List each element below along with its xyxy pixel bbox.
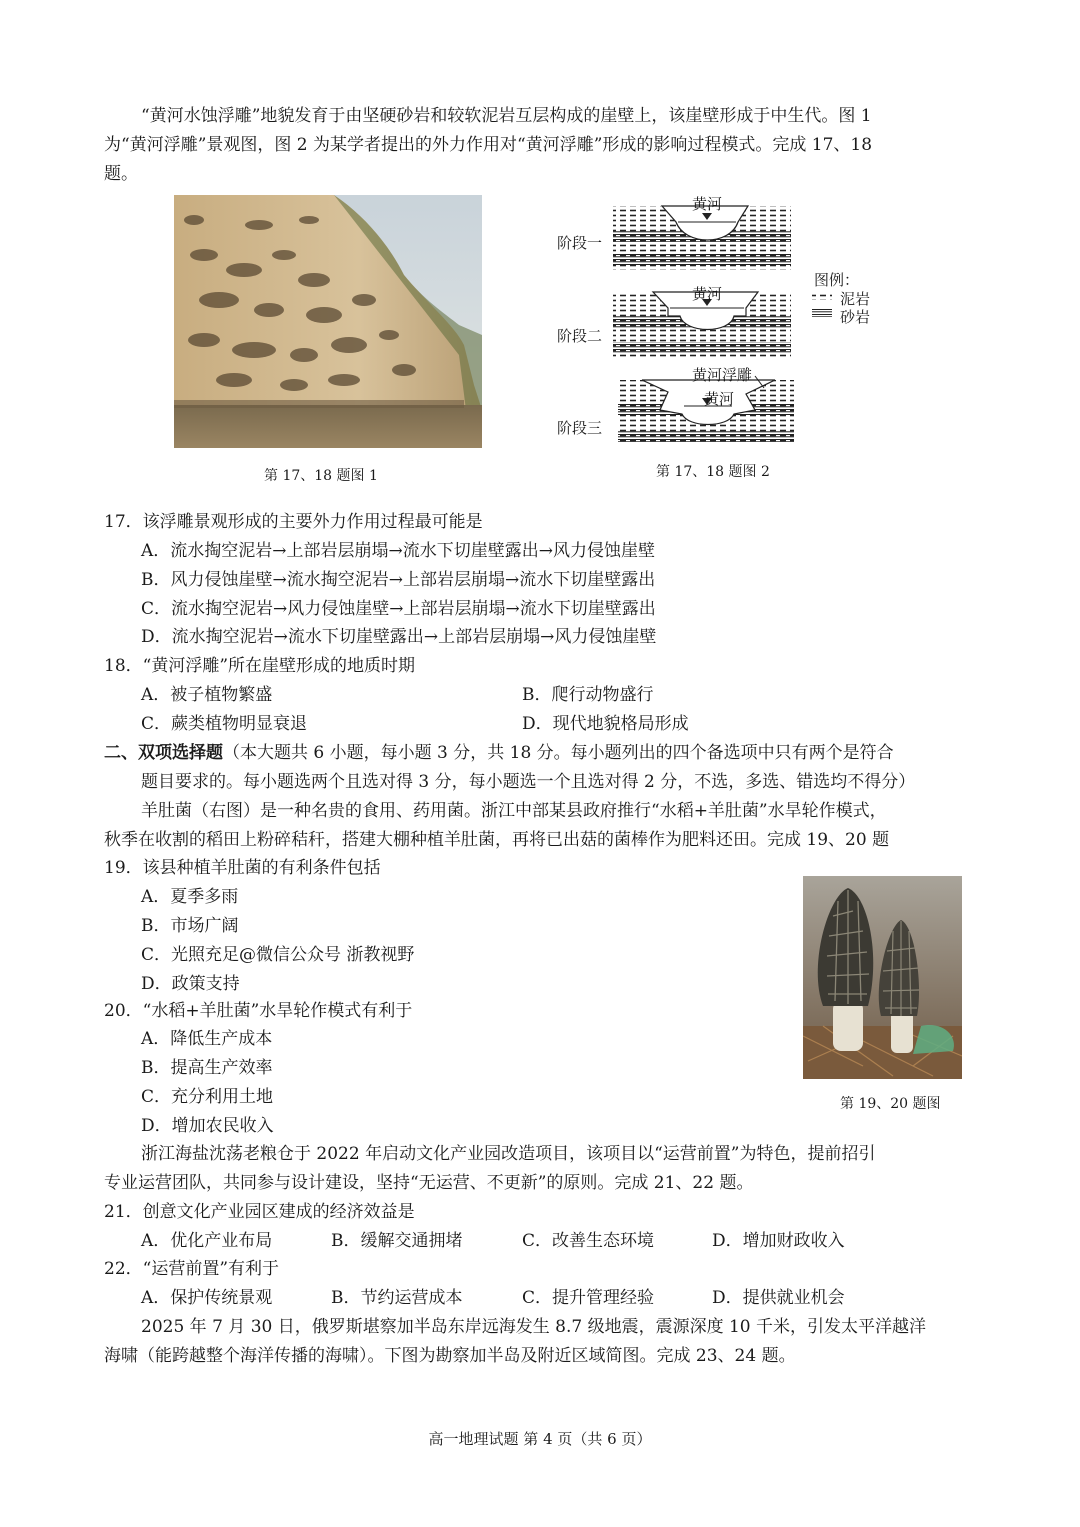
intro3-line2: 专业运营团队，共同参与设计建设，坚持“无运营、不更新”的原则。完成 21、22 题。 bbox=[104, 1173, 754, 1193]
q22-option-c: C．提升管理经验 bbox=[522, 1288, 655, 1308]
q19-option-a: A．夏季多雨 bbox=[141, 887, 239, 907]
intro4-line2: 海啸（能跨越整个海洋传播的海啸）。下图为勘察加半岛及附近区域简图。完成 23、24 题。 bbox=[104, 1346, 796, 1366]
stage3-label: 阶段三 bbox=[557, 419, 603, 437]
intro2-line2: 秋季在收割的稻田上粉碎秸秆，搭建大棚种植羊肚菌，再将已出菇的菌棒作为肥料还田。完成 19、20 题 bbox=[104, 830, 890, 850]
q17-option-a: A．流水掏空泥岩→上部岩层崩塌→流水下切崖壁露出→风力侵蚀崖壁 bbox=[141, 541, 656, 561]
page-footer: 高一地理试题 第 4 页（共 6 页） bbox=[428, 1430, 652, 1448]
stage2-label: 阶段二 bbox=[557, 327, 603, 345]
q18-stem: 18．“黄河浮雕”所在崖壁形成的地质时期 bbox=[104, 656, 416, 676]
q21-stem: 21．创意文化产业园区建成的经济效益是 bbox=[104, 1202, 415, 1222]
relief-label: 黄河浮雕 bbox=[692, 366, 753, 384]
q22-option-b: B．节约运营成本 bbox=[331, 1288, 463, 1308]
q18-option-c: C．蕨类植物明显衰退 bbox=[141, 714, 308, 734]
figure2-caption: 第 17、18 题图 2 bbox=[656, 464, 770, 480]
stage2-river-label: 黄河 bbox=[692, 285, 723, 303]
q22-stem: 22．“运营前置”有利于 bbox=[104, 1259, 280, 1279]
q20-option-c: C．充分利用土地 bbox=[141, 1087, 274, 1107]
q21-option-a: A．优化产业布局 bbox=[141, 1231, 273, 1251]
intro1-line1: “黄河水蚀浮雕”地貌发育于由坚硬砂岩和较软泥岩互层构成的崖壁上，该崖壁形成于中生代。图 1 bbox=[141, 106, 872, 126]
legend-sandstone: 砂岩 bbox=[840, 308, 871, 326]
q19-option-c: C．光照充足@微信公众号 浙教视野 bbox=[141, 945, 415, 965]
q20-option-b: B．提高生产效率 bbox=[141, 1058, 273, 1078]
q17-option-b: B．风力侵蚀崖壁→流水掏空泥岩→上部岩层崩塌→流水下切崖壁露出 bbox=[141, 570, 656, 590]
stage-diagram bbox=[550, 188, 890, 450]
q21-option-b: B．缓解交通拥堵 bbox=[331, 1231, 463, 1251]
q19-option-b: B．市场广阔 bbox=[141, 916, 239, 936]
q17-stem: 17．该浮雕景观形成的主要外力作用过程最可能是 bbox=[104, 512, 483, 532]
q20-stem: 20．“水稻+羊肚菌”水旱轮作模式有利于 bbox=[104, 1001, 413, 1021]
section2-desc1: （本大题共 6 小题，每小题 3 分，共 18 分。每小题列出的四个备选项中只有两个是符合 bbox=[223, 743, 894, 763]
q18-option-d: D．现代地貌格局形成 bbox=[522, 714, 689, 734]
legend-mudstone: 泥岩 bbox=[840, 290, 871, 308]
q17-option-c: C．流水掏空泥岩→风力侵蚀崖壁→上部岩层崩塌→流水下切崖壁露出 bbox=[141, 599, 656, 619]
q18-option-b: B．爬行动物盛行 bbox=[522, 685, 654, 705]
intro3-line1: 浙江海盐沈荡老粮仓于 2022 年启动文化产业园改造项目，该项目以“运营前置”为特色，提前招引 bbox=[141, 1144, 876, 1164]
q22-option-a: A．保护传统景观 bbox=[141, 1288, 273, 1308]
q20-option-a: A．降低生产成本 bbox=[141, 1029, 273, 1049]
q21-option-c: C．改善生态环境 bbox=[522, 1231, 655, 1251]
q22-option-d: D．提供就业机会 bbox=[712, 1288, 845, 1308]
section2-title: 二、双项选择题 bbox=[104, 743, 223, 763]
q19-stem: 19．该县种植羊肚菌的有利条件包括 bbox=[104, 858, 381, 878]
q19-option-d: D．政策支持 bbox=[141, 974, 240, 994]
section2-desc2: 题目要求的。每小题选两个且选对得 3 分，每小题选一个且选对得 2 分，不选，多选、错选均不得分） bbox=[141, 772, 916, 792]
legend-title: 图例： bbox=[814, 271, 860, 289]
intro4-line1: 2025 年 7 月 30 日，俄罗斯堪察加半岛东岸远海发生 8.7 级地震，震源深度 10 千米，引发太平洋越洋 bbox=[141, 1317, 927, 1337]
q20-option-d: D．增加农民收入 bbox=[141, 1116, 274, 1136]
intro2-line1: 羊肚菌（右图）是一种名贵的食用、药用菌。浙江中部某县政府推行“水稻+羊肚菌”水旱轮作模式， bbox=[141, 801, 887, 821]
figure3-caption: 第 19、20 题图 bbox=[840, 1096, 941, 1112]
stage3-river-label: 黄河 bbox=[704, 390, 735, 408]
section2-header bbox=[104, 740, 894, 766]
q21-option-d: D．增加财政收入 bbox=[712, 1231, 845, 1251]
morel-photo bbox=[803, 876, 962, 1079]
intro1-line3: 题。 bbox=[104, 164, 138, 184]
stage1-river-label: 黄河 bbox=[692, 195, 723, 213]
cliff-photo bbox=[174, 195, 482, 448]
figure1-caption: 第 17、18 题图 1 bbox=[264, 468, 378, 484]
stage1-label: 阶段一 bbox=[557, 234, 603, 252]
q18-option-a: A．被子植物繁盛 bbox=[141, 685, 273, 705]
q17-option-d: D．流水掏空泥岩→流水下切崖壁露出→上部岩层崩塌→风力侵蚀崖壁 bbox=[141, 627, 657, 647]
intro1-line2: 为“黄河浮雕”景观图，图 2 为某学者提出的外力作用对“黄河浮雕”形成的影响过程模式。完成 17、18 bbox=[104, 135, 873, 155]
